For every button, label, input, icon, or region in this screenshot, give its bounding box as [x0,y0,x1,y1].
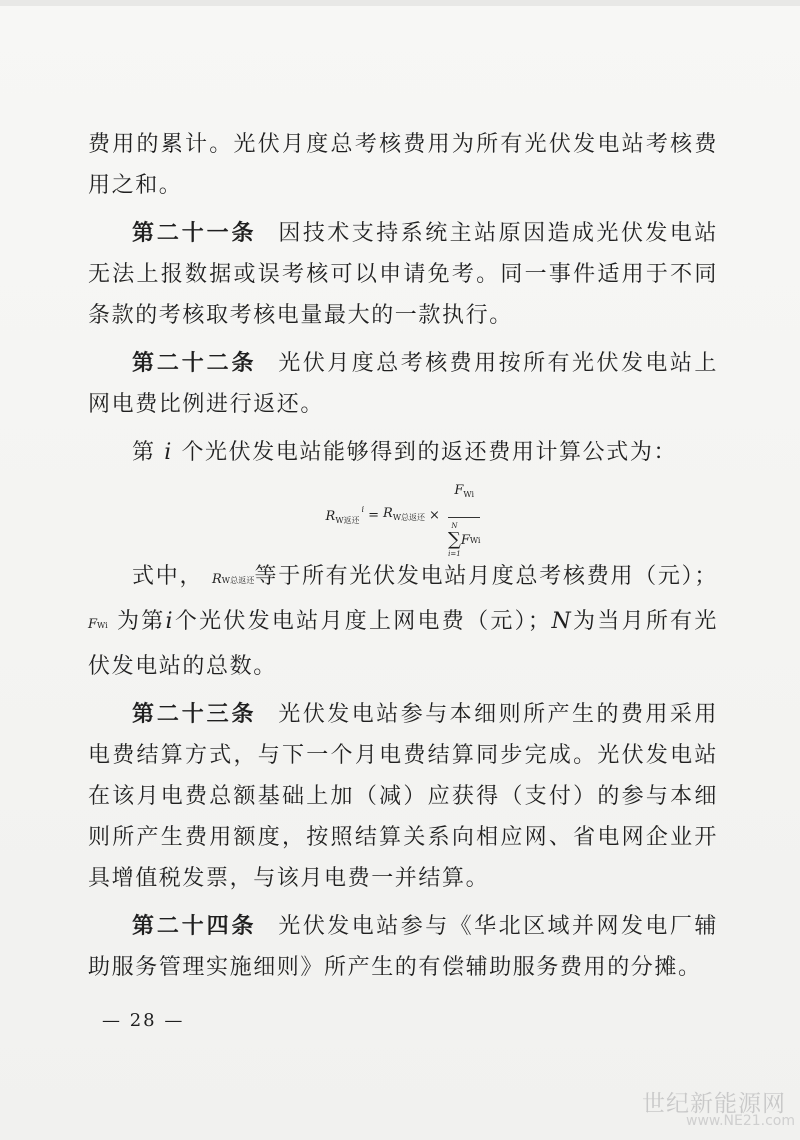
summation-icon: N ∑ i=1 [447,522,461,558]
formula-intro: 第 i 个光伏发电站能够得到的返还费用计算公式为： [132,440,678,465]
article-number: 第二十四条 [132,913,257,939]
symbol-f-wi: FWi [88,617,108,632]
refund-formula [88,480,718,558]
formula-lhs: $R_{W返还}^i$ [325,505,365,525]
equals-sign: = [368,507,380,523]
article-number: 第二十二条 [132,350,257,376]
page-top-edge [0,0,800,6]
article-text: 因技术支持系统主站原因造成光伏发电站无法上报数据或误考核可以申请免考。同一事件适用于不同条款的考核取考核电量最大的一款执行。 [88,221,718,328]
article-22 [88,343,718,425]
article-number: 第二十三条 [132,701,257,727]
times-sign: × [429,507,440,523]
article-23 [88,694,718,899]
article-21 [88,213,718,336]
watermark-text: 世纪新能源网 [642,1091,786,1117]
watermark-url: www.NE21.com [686,1113,795,1129]
page-number: — 28 — [102,1010,185,1031]
formula-legend: 式中， RW总返还等于所有光伏发电站月度总考核费用（元）； FWi 为第i个光伏发电站月度上网电费（元）；N为当月所有光伏发电站的总数。 [88,564,719,679]
fraction-numerator: $F_{Wi}$ [448,470,480,518]
formula-fraction [448,470,481,561]
paragraph-continuation: 费用的累计。光伏月度总考核费用为所有光伏发电站考核费用之和。 [88,132,718,198]
article-text: 光伏发电站参与《华北区域并网发电厂辅助服务管理实施细则》所产生的有偿辅助服务费用的分摊。 [88,914,718,980]
body-text [88,124,718,995]
variable-i: i [164,440,173,465]
article-text: 光伏发电站参与本细则所产生的费用采用电费结算方式，与下一个月电费结算同步完成。光伏发电站在该月电费总额基础上加（减）应获得（支付）的参与本细则所产生费用额度，按照结算关系向相应网、省电网企业开具增值税发票，与该月电费一并结算。 [88,702,718,891]
fraction-denominator: N ∑ i=1 F Wi [447,522,481,558]
formula-total: $R_{W总返还}$ [383,505,426,522]
symbol-r-total: RW总返还 [211,572,255,587]
article-24 [88,906,718,988]
article-text: 光伏月度总考核费用按所有光伏发电站上网电费比例进行返还。 [88,351,718,417]
article-number: 第二十一条 [132,220,257,246]
